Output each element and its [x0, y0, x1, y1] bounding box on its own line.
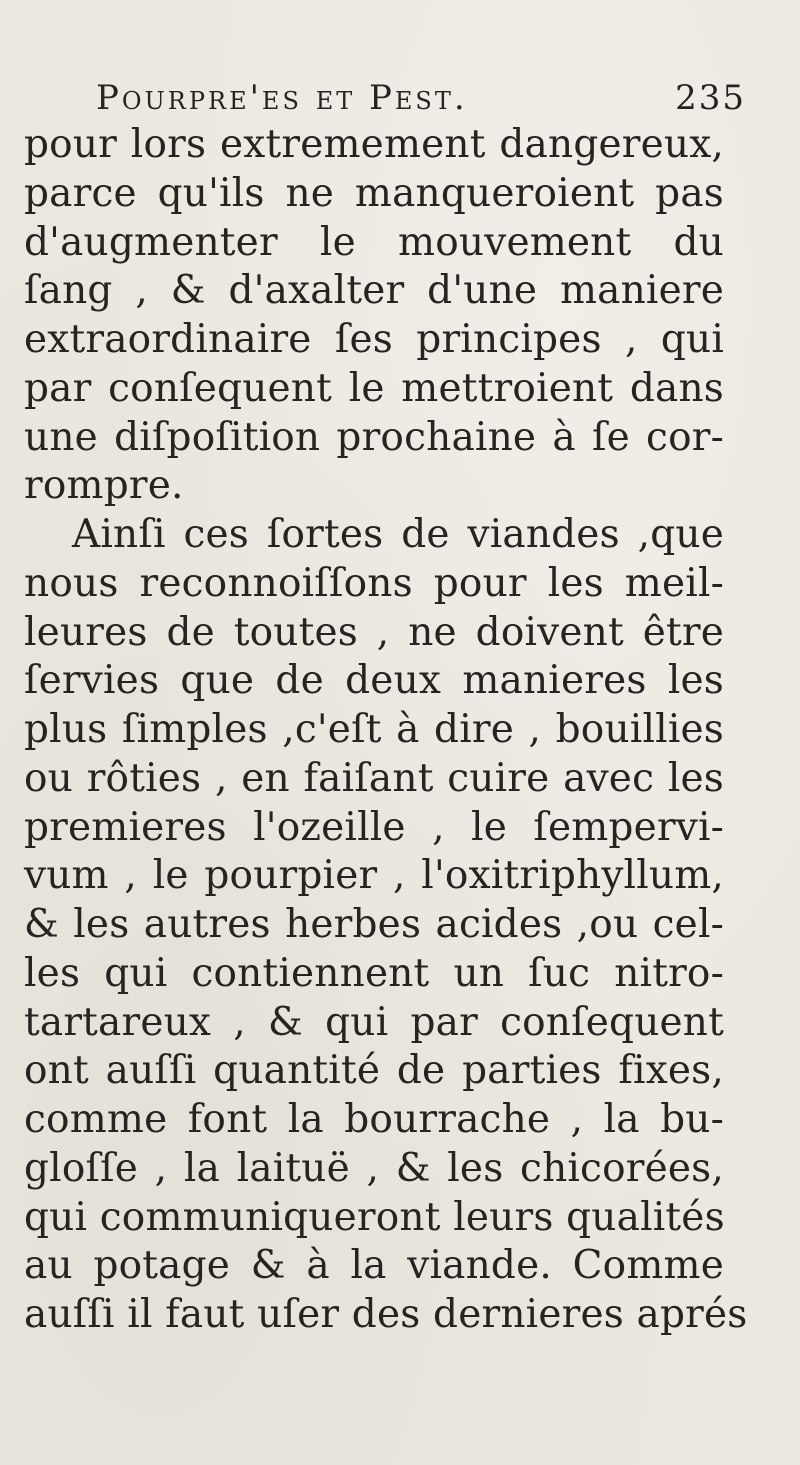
page-header — [96, 78, 746, 126]
text-line: ſervies que de deux manieres les — [24, 658, 724, 704]
text-line: parce qu'ils ne manqueroient pas — [24, 170, 724, 216]
running-head: Pourpre'es et Pest. — [96, 78, 468, 118]
text-line: ou rôties , en faiſant cuire avec les — [24, 755, 724, 801]
text-line: auſſi il faut uſer des dernieres aprés — [24, 1292, 748, 1337]
paragraph-start-line: Ainſi ces ſortes de viandes ,que — [72, 512, 724, 557]
text-line: tartareux , & qui par conſequent — [24, 999, 724, 1045]
text-line: ſang , & d'axalter d'une maniere — [24, 268, 724, 314]
text-line: extraordinaire ſes principes , qui — [24, 317, 724, 362]
text-line: leures de toutes , ne doivent être — [24, 609, 724, 655]
text-line: ont auſſi quantité de parties fixes, — [24, 1048, 724, 1094]
text-line: premieres l'ozeille , le ſempervi- — [24, 804, 724, 850]
text-line: vum , le pourpier , l'oxitriphyllum, — [24, 853, 724, 899]
text-line: comme font la bourrache , la bu- — [24, 1097, 724, 1142]
text-line: nous reconnoiſſons pour les meil- — [24, 560, 724, 606]
text-line: gloſſe , la laituë , & les chicorées, — [24, 1145, 724, 1191]
text-line: d'augmenter le mouvement du — [24, 219, 724, 265]
text-line: & les autres herbes acides ,ou cel- — [24, 902, 724, 947]
text-line: par conſequent le mettroient dans — [24, 365, 724, 411]
page-number: 235 — [675, 78, 746, 118]
text-line: rompre. — [24, 463, 184, 509]
text-line: qui communiqueront leurs qualités — [24, 1194, 725, 1240]
text-line: au potage & à la viande. Comme — [24, 1243, 724, 1289]
text-line: pour lors extremement dangereux, — [24, 122, 724, 167]
text-line: une diſpoſition prochaine à ſe cor- — [24, 414, 724, 460]
text-line: plus ſimples ,c'eſt à dire , bouillies — [24, 707, 724, 752]
body-text — [24, 121, 748, 1340]
text-line: les qui contiennent un ſuc nitro- — [24, 950, 724, 996]
